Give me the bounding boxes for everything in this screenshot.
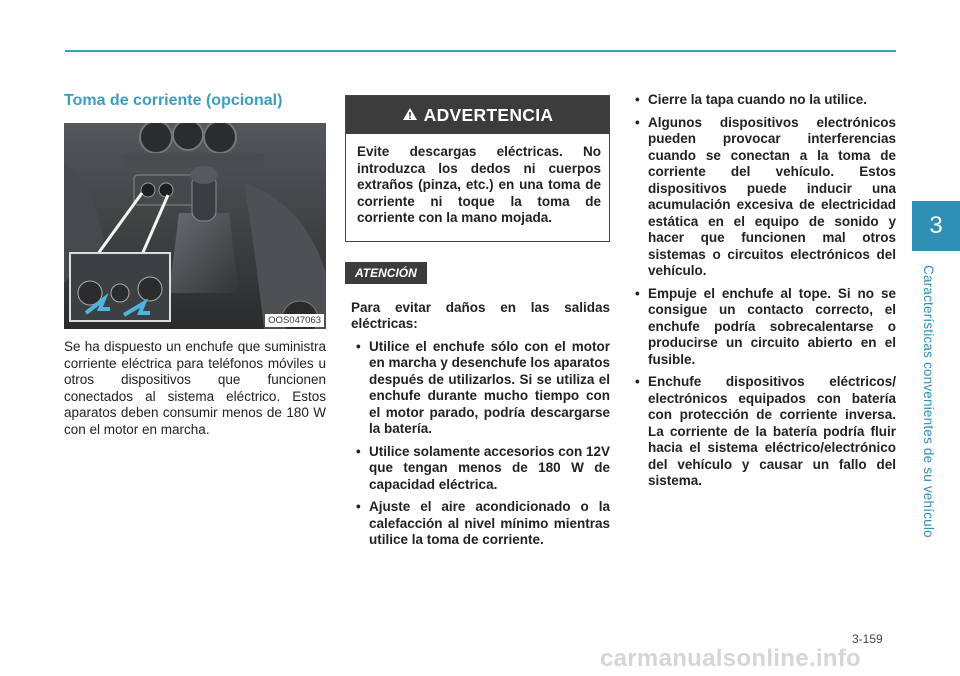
image-code: OOS047063	[265, 314, 324, 327]
column-right	[630, 92, 896, 496]
warning-triangle-icon	[402, 105, 418, 126]
console-illustration	[64, 123, 326, 329]
warning-header	[346, 96, 609, 134]
chapter-title: Características convenientes de su vehículo	[921, 265, 936, 538]
caution-label: ATENCIÓN	[345, 262, 427, 284]
list-item: • Ajuste el aire acondicionado o la calefacción al nivel mínimo mientras utilice la toma de corriente.	[356, 499, 610, 547]
list-item: • Utilice solamente accesorios con 12V que tengan menos de 180 W de capacidad eléctrica.	[356, 443, 610, 492]
caution-intro: Para evitar daños en las salidas eléctricas:	[351, 299, 610, 331]
warning-text: Evite descargas eléctricas. No introduzca los dedos ni cuerpos extraños (pinza, etc.) en una toma de corriente ni toque la toma de corriente con la mano mojada.	[357, 144, 601, 225]
column-left	[64, 92, 326, 438]
column-middle	[345, 95, 610, 549]
watermark: carmanualsonline.info	[600, 645, 862, 672]
warning-box	[345, 95, 610, 242]
caution-list-continued	[630, 92, 896, 490]
chapter-tab[interactable]	[912, 201, 960, 251]
chapter-number: 3	[929, 212, 943, 239]
list-item: • Cierre la tapa cuando no la utilice.	[635, 92, 868, 107]
caution-list	[345, 339, 610, 549]
intro-paragraph: Se ha dispuesto un enchufe que suministra corriente eléctrica para teléfonos móviles u otros dispositivos que funcionen conectados al sistema eléctrico. Estos aparatos deben consumir menos de 180 W con el motor en marcha.	[64, 339, 326, 437]
power-outlet-photo	[64, 123, 326, 329]
list-item: • Algunos dispositivos electrónicos pueden provocar interferencias cuando se conectan a la toma de corriente del vehículo. Estos dispositivos puede inducir una acumulación excesiva de electricidad estática en el equipo de sonido y hacer que funcionen mal otros sistemas o circuitos electrónicos del vehículo.	[635, 114, 896, 278]
list-item: • Enchufe dispositivos eléctricos/ electrónicos equipados con batería con protección de corriente inversa. La corriente de la batería podría fluir hacia el sistema eléctrico/electrónico del vehículo y causar un fallo del sistema.	[635, 374, 896, 488]
list-item: • Utilice el enchufe sólo con el motor en marcha y desenchufe los aparatos después de utilizarlos. Si se utiliza el enchufe durante mucho tiempo con el motor parado, podría descargarse la batería.	[356, 338, 610, 436]
warning-title: ADVERTENCIA	[423, 104, 554, 125]
header-rule	[65, 50, 896, 52]
page-number: 3-159	[852, 632, 883, 646]
list-item: • Empuje el enchufe al tope. Si no se consigue un contacto correcto, el enchufe podría sobrecalentarse o producirse un circuito abierto en el fusible.	[635, 285, 896, 367]
section-heading: Toma de corriente (opcional)	[64, 92, 283, 109]
